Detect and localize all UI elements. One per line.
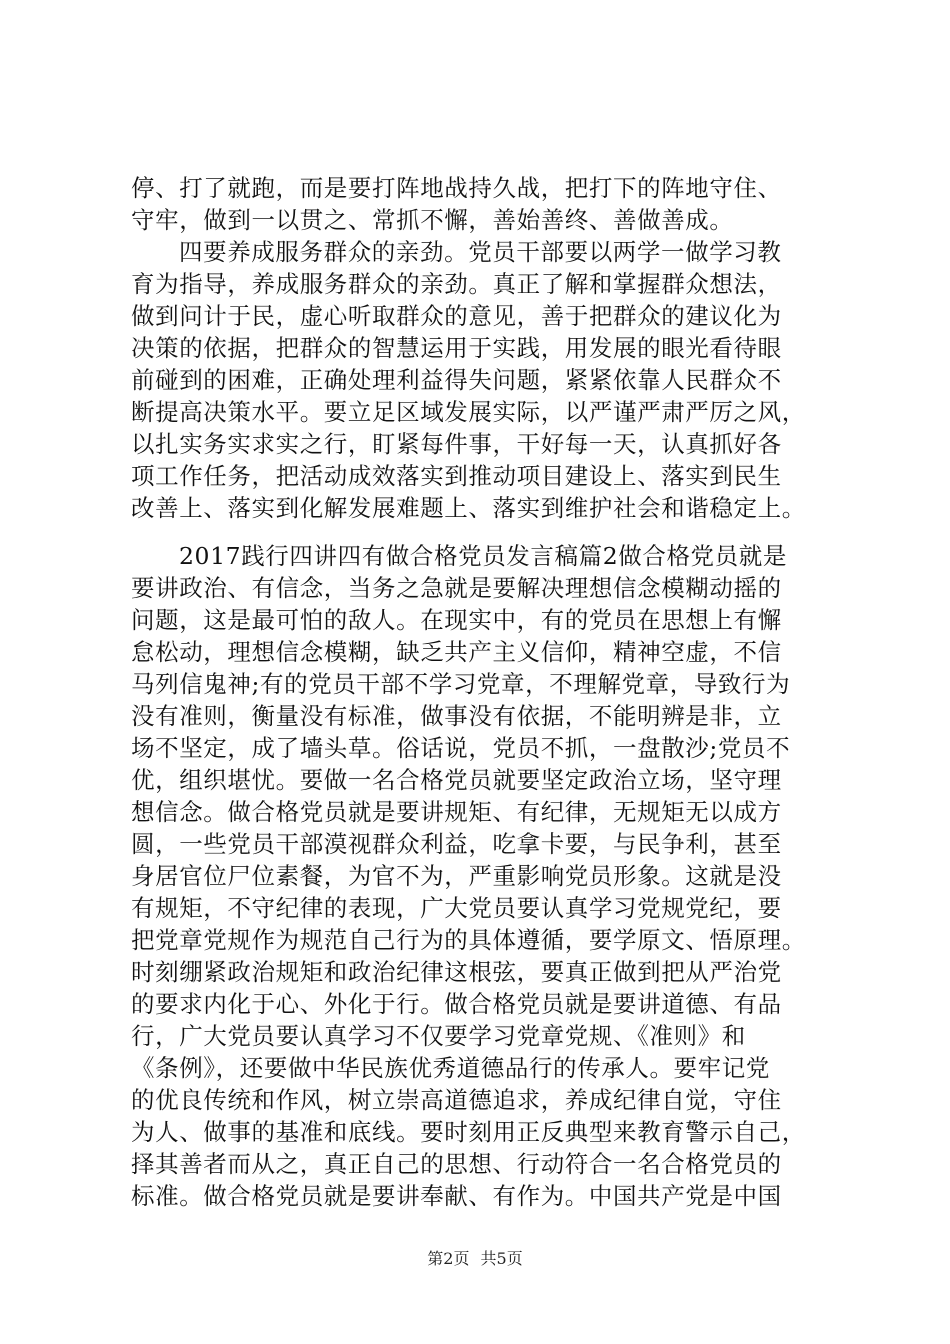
paragraph-line: 的要求内化于心、外化于行。做合格党员就是要讲道德、有品	[131, 990, 782, 1018]
paragraph-line: 以扎实务实求实之行，盯紧每件事，干好每一天，认真抓好各	[131, 430, 782, 458]
paragraph-line: 要讲政治、有信念，当务之急就是要解决理想信念模糊动摇的	[131, 574, 782, 602]
paragraph-line: 问题，这是最可怕的敌人。在现实中，有的党员在思想上有懈	[131, 606, 782, 634]
page-footer	[0, 1246, 950, 1269]
paragraph-line: 停、打了就跑，而是要打阵地战持久战，把打下的阵地守住、	[131, 174, 782, 202]
paragraph-line: 做到问计于民，虚心听取群众的意见，善于把群众的建议化为	[131, 302, 782, 330]
paragraph-line: 择其善者而从之，真正自己的思想、行动符合一名合格党员的	[131, 1150, 782, 1178]
paragraph-line: 为人、做事的基准和底线。要时刻用正反典型来教育警示自己，	[131, 1118, 806, 1146]
text-block-lower	[131, 540, 831, 1212]
paragraph-line: 育为指导，养成服务群众的亲劲。真正了解和掌握群众想法，	[131, 270, 782, 298]
paragraph-line: 《条例》，还要做中华民族优秀道德品行的传承人。要牢记党	[131, 1054, 770, 1082]
page-number: 第2页	[427, 1249, 470, 1268]
paragraph-line: 标准。做合格党员就是要讲奉献、有作为。中国共产党是中国	[131, 1182, 782, 1210]
paragraph-line: 有规矩，不守纪律的表现，广大党员要认真学习党规党纪，要	[131, 894, 782, 922]
paragraph-line: 的优良传统和作风，树立崇高道德追求，养成纪律自觉，守住	[131, 1086, 782, 1114]
paragraph-line: 改善上、落实到化解发展难题上、落实到维护社会和谐稳定上。	[131, 494, 806, 522]
paragraph-line: 怠松动，理想信念模糊，缺乏共产主义信仰，精神空虚，不信	[131, 638, 782, 666]
paragraph-line: 2017践行四讲四有做合格党员发言稿篇2做合格党员就是	[179, 542, 787, 570]
paragraph-line: 身居官位尸位素餐，为官不为，严重影响党员形象。这就是没	[131, 862, 782, 890]
paragraph-line: 把党章党规作为规范自己行为的具体遵循，要学原文、悟原理。	[131, 926, 806, 954]
paragraph-line: 想信念。做合格党员就是要讲规矩、有纪律，无规矩无以成方	[131, 798, 782, 826]
page-total: 共5页	[480, 1249, 523, 1268]
paragraph-line: 决策的依据，把群众的智慧运用于实践，用发展的眼光看待眼	[131, 334, 782, 362]
paragraph-line: 没有准则，衡量没有标准，做事没有依据，不能明辨是非，立	[131, 702, 782, 730]
paragraph-line: 圆，一些党员干部漠视群众利益，吃拿卡要，与民争利，甚至	[131, 830, 782, 858]
paragraph-line: 四要养成服务群众的亲劲。党员干部要以两学一做学习教	[179, 238, 782, 266]
text-block-upper	[131, 172, 831, 524]
paragraph-line: 时刻绷紧政治规矩和政治纪律这根弦，要真正做到把从严治党	[131, 958, 782, 986]
paragraph-line: 守牢，做到一以贯之、常抓不懈，善始善终、善做善成。	[131, 206, 734, 234]
paragraph-line: 马列信鬼神;有的党员干部不学习党章，不理解党章，导致行为	[131, 670, 791, 698]
paragraph-line: 行，广大党员要认真学习不仅要学习党章党规、《准则》和	[131, 1022, 746, 1050]
paragraph-line: 断提高决策水平。要立足区域发展实际，以严谨严肃严厉之风，	[131, 398, 806, 426]
paragraph-line: 项工作任务，把活动成效落实到推动项目建设上、落实到民生	[131, 462, 782, 490]
paragraph-line: 优，组织堪忧。要做一名合格党员就要坚定政治立场，坚守理	[131, 766, 782, 794]
paragraph-line: 前碰到的困难，正确处理利益得失问题，紧紧依靠人民群众不	[131, 366, 782, 394]
paragraph-line: 场不坚定，成了墙头草。俗话说，党员不抓，一盘散沙;党员不	[131, 734, 791, 762]
